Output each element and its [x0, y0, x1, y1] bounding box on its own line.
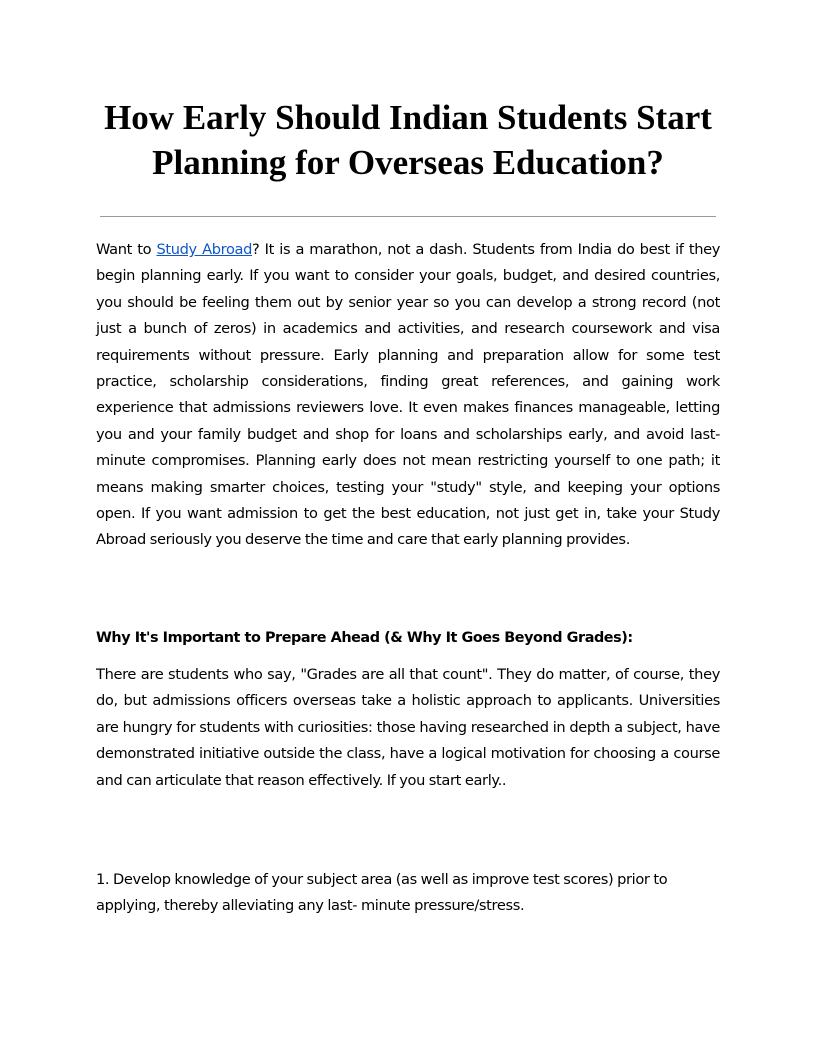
- study-abroad-link[interactable]: Study Abroad: [156, 241, 253, 258]
- intro-prefix: Want to: [96, 241, 157, 258]
- intro-paragraph: [96, 237, 720, 554]
- page-title: How Early Should Indian Students Start Planning for Overseas Education?: [104, 98, 712, 182]
- intro-text: ? It is a marathon, not a dash. Students from India do best if they begin planning early. If you want to consider your goals, budget, and desired countries, you should be feeling them out by senior year so you can develop a strong record (not just a bunch of zeros) in academics and activities, and research coursework and visa requirements without pressure. Early planning and preparation allow for some test practice, scholarship considerations, finding great references, and gaining work experience that admissions reviewers love. It even makes finances manageable, letting you and your family budget and shop for loans and scholarships early, and avoid last-minute compromises. Planning early does not mean restricting yourself to one path; it means making smarter choices, testing your "study" style, and keeping your options open. If you want admission to get the best education, not just get in, take your Study Abroad seriously you deserve the time and care that early planning provides.: [96, 241, 721, 549]
- list-item: 1. Develop knowledge of your subject area (as well as improve test scores) prior to applying, thereby alleviating any last- minute pressure/stress.: [96, 871, 668, 915]
- section-paragraph: There are students who say, "Grades are all that count". They do matter, of course, they do, but admissions officers overseas take a holistic approach to applicants. Universities are hungry for students with curiosities: those having researched in depth a subject, have demonstrated initiative outside the class, have a logical motivation for choosing a course and can articulate that reason effectively. If you start early..: [96, 666, 720, 789]
- title-divider: [100, 216, 716, 217]
- section-heading: Why It's Important to Prepare Ahead (& Why It Goes Beyond Grades):: [96, 630, 633, 646]
